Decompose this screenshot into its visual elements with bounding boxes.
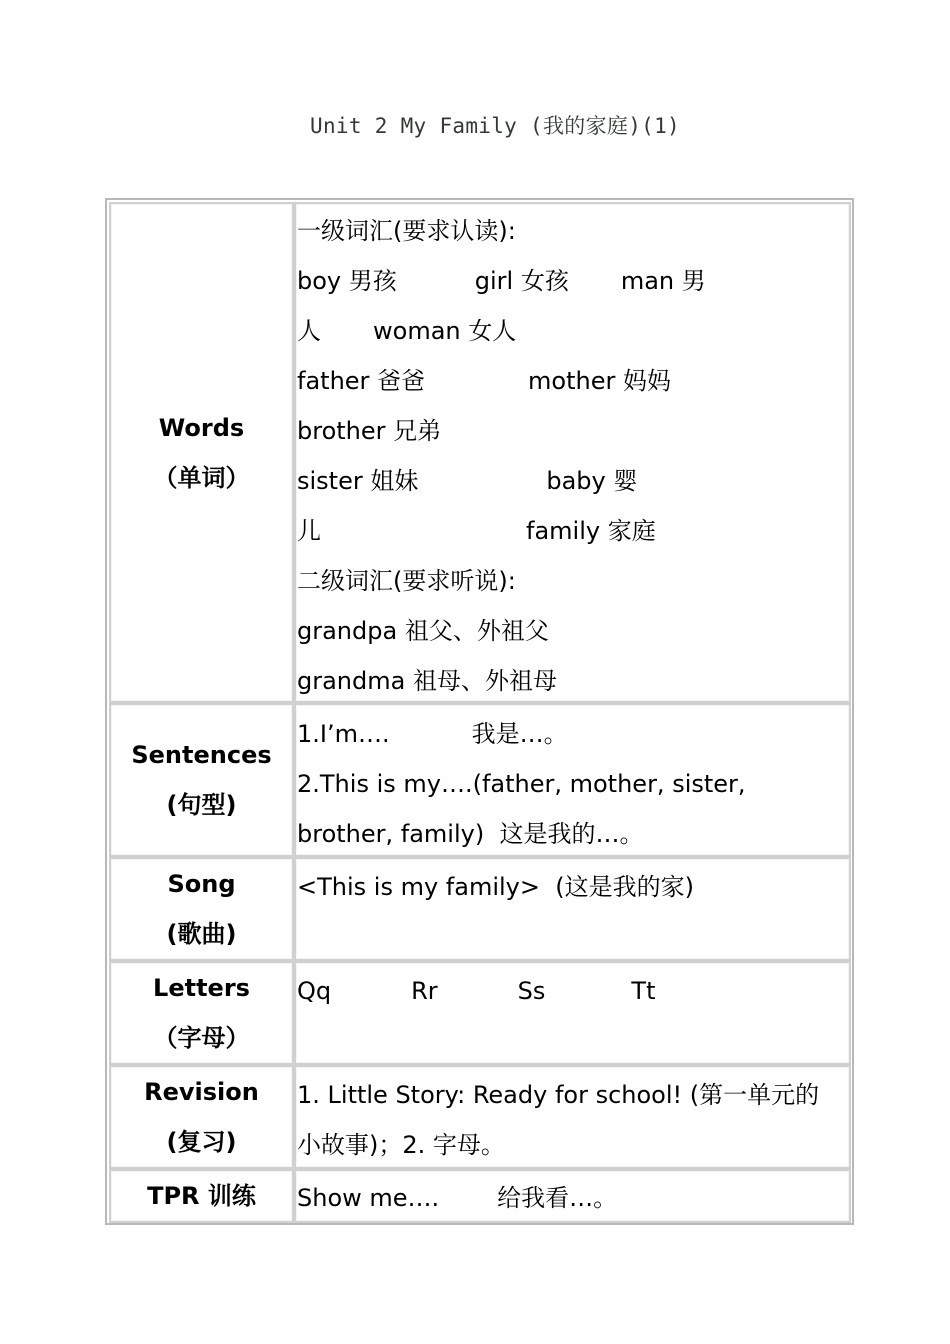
word-man-cont: 人 (297, 317, 321, 345)
tpr-en: Show me…. (297, 1184, 440, 1212)
song-label-zh: (歌曲) (166, 920, 237, 948)
words-label: Words (158, 413, 245, 442)
song-title: <This is my family> (这是我的家) (297, 873, 694, 901)
revision-line-2: 小故事)；2. 字母。 (297, 1131, 505, 1159)
revision-line-1: 1. Little Story: Ready for school! (第一单元的 (297, 1081, 820, 1109)
revision-label-cell (109, 1065, 294, 1169)
tpr-label: TPR 训练 (147, 1182, 256, 1210)
revision-label: Revision (144, 1078, 259, 1106)
word-man: man 男 (620, 267, 706, 295)
sentences-label: Sentences (131, 741, 272, 769)
word-grandpa: grandpa 祖父、外祖父 (297, 617, 549, 645)
song-label-cell (109, 857, 294, 961)
word-brother: brother 兄弟 (297, 417, 442, 445)
word-family: family 家庭 (526, 517, 656, 545)
letters-label-zh: （字母） (153, 1024, 250, 1052)
word-baby-cont: 儿 (297, 517, 321, 545)
sentence-1-en: 1.I’m…. (297, 720, 390, 748)
level2-heading: 二级词汇(要求听说): (297, 567, 516, 595)
document-title: Unit 2 My Family (我的家庭)(1) (310, 114, 680, 138)
word-baby: baby 婴 (546, 467, 638, 495)
letter-ss: Ss (517, 977, 546, 1005)
revision-content-cell (294, 1065, 851, 1169)
song-content-cell (294, 857, 851, 961)
tpr-label-cell (109, 1169, 294, 1223)
sentences-label-zh: (句型) (166, 791, 237, 819)
sentence-1-zh: 我是…。 (471, 720, 568, 748)
letters-label-cell (109, 961, 294, 1065)
tpr-content-cell (294, 1169, 851, 1223)
letter-rr: Rr (411, 977, 438, 1005)
song-label: Song (167, 870, 236, 898)
word-father: father 爸爸 (297, 367, 426, 395)
revision-label-zh: (复习) (166, 1128, 237, 1156)
tpr-zh: 给我看…。 (497, 1184, 618, 1212)
word-sister: sister 姐妹 (297, 467, 419, 495)
words-label-zh: （单词） (153, 463, 250, 492)
letters-label: Letters (153, 974, 250, 1002)
sentences-content-cell (294, 703, 851, 857)
word-mother: mother 妈妈 (528, 367, 671, 395)
word-grandma: grandma 祖母、外祖母 (297, 667, 557, 695)
sentences-label-cell (109, 703, 294, 857)
letter-tt: Tt (631, 977, 656, 1005)
level1-heading: 一级词汇(要求认读): (297, 217, 516, 245)
word-woman: woman 女人 (373, 317, 517, 345)
word-girl: girl 女孩 (474, 267, 569, 295)
letters-content-cell (294, 961, 851, 1065)
letter-qq: Qq (297, 977, 332, 1005)
words-content-cell (294, 202, 851, 703)
sentence-2-line1: 2.This is my….(father, mother, sister, (297, 770, 746, 798)
words-label-cell (109, 202, 294, 703)
sentence-2-line2: brother, family) 这是我的…。 (297, 820, 644, 848)
word-boy: boy 男孩 (297, 267, 397, 295)
